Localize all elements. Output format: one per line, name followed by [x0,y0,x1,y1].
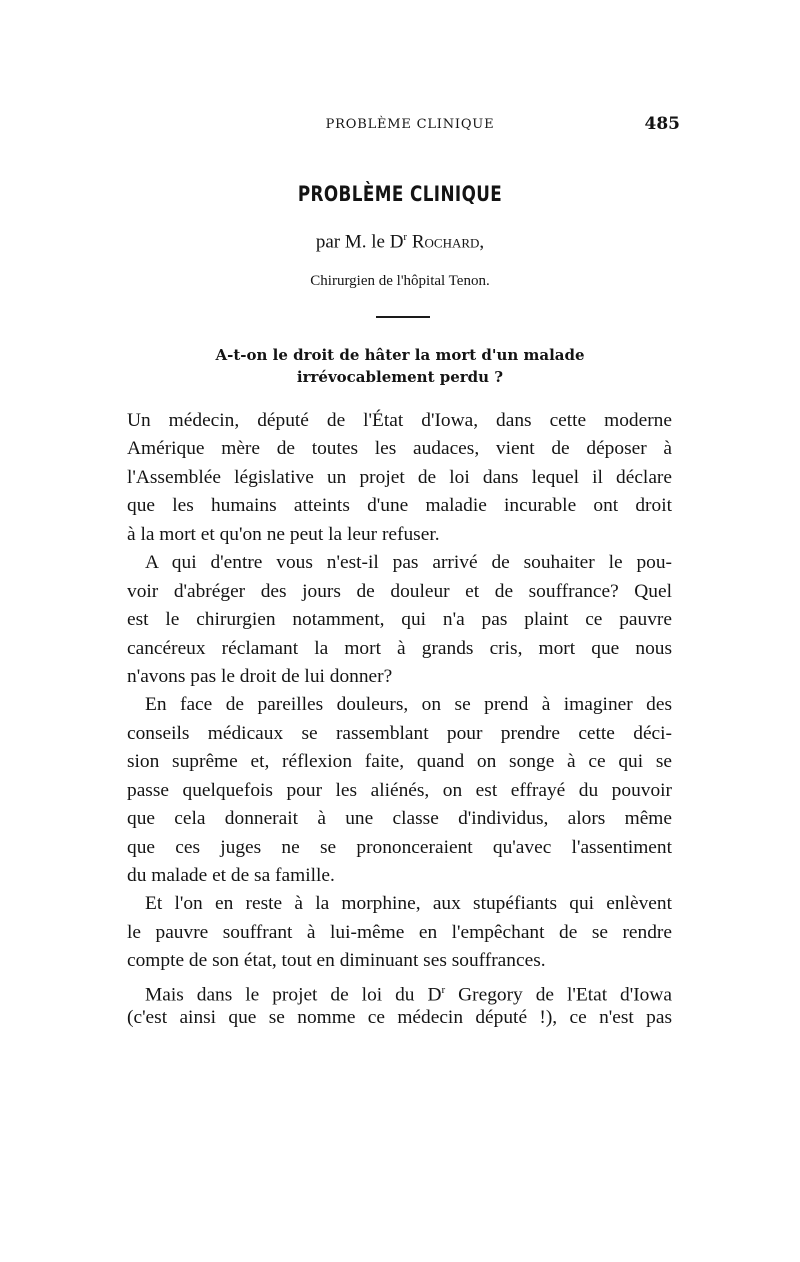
text-line: du malade et de sa famille. [127,865,335,886]
text-line: que ces juges ne se prononceraient qu'avec l'assentiment [127,836,672,858]
author-sup: r [403,231,408,243]
author-suffix: , [479,231,485,253]
author-name: Rochard [411,231,480,253]
page-number: 485 [644,114,680,134]
author-prefix: par M. le D [315,231,404,253]
text-line: l'Assemblée législative un projet de loi dans lequel il déclare [127,466,672,488]
text-line: est le chirurgien notamment, qui n'a pas plaint ce pauvre [127,609,672,631]
text-line [127,976,672,1004]
subtitle-line-1: A-t-on le droit de hâter la mort d'un malade [215,346,585,364]
author-line [200,231,600,253]
text-line: le pauvre souffrant à lui-même en l'empêchant de se rendre [127,921,672,943]
text-line: Amérique mère de toutes les audaces, vient de déposer à [127,438,672,460]
subtitle-line-2: irrévocablement perdu ? [296,368,504,386]
text-line: passe quelquefois pour les aliénés, on est effrayé du pouvoir [127,779,672,801]
text-line: cancéreux réclamant la mort à grands cris, mort que nous [127,637,672,659]
separator-rule [376,316,430,318]
body-text [127,407,672,1033]
text-line: n'avons pas le droit de lui donner? [127,665,393,687]
text-line-part: Gregory de l'Etat d'Iowa [458,984,672,1006]
article-subtitle [130,344,670,388]
text-line: Un médecin, député de l'État d'Iowa, dans cette moderne [127,410,672,431]
text-line: Et l'on en reste à la morphine, aux stupéfiants qui enlèvent [145,893,672,915]
text-line: compte de son état, tout en diminuant ses souffrances. [127,950,546,972]
text-line: sion suprême et, réflexion faite, quand on songe à ce qui se [127,751,672,773]
text-line: A qui d'entre vous n'est-il pas arrivé de souhaiter le pou- [145,552,672,574]
text-line: que les humains atteints d'une maladie incurable ont droit [127,495,672,517]
text-line: conseils médicaux se rassemblant pour prendre cette déci- [127,722,672,744]
text-line: à la mort et qu'on ne peut la leur refuser. [127,523,440,545]
text-line: que cela donnerait à une classe d'individus, alors même [127,808,672,830]
text-line: (c'est ainsi que se nomme ce médecin député !), ce n'est pas [127,1007,672,1029]
doctor-sup: r [441,983,446,996]
text-line: voir d'abréger des jours de douleur et de souffrance? Quel [127,580,672,602]
running-title: PROBLÈME CLINIQUE [325,117,495,132]
text-line: En face de pareilles douleurs, on se prend à imaginer des [145,694,672,716]
author-affiliation: Chirurgien de l'hôpital Tenon. [310,273,490,289]
article-title: PROBLÈME CLINIQUE [297,182,503,206]
text-line-part: Mais dans le projet de loi du D [145,984,442,1006]
